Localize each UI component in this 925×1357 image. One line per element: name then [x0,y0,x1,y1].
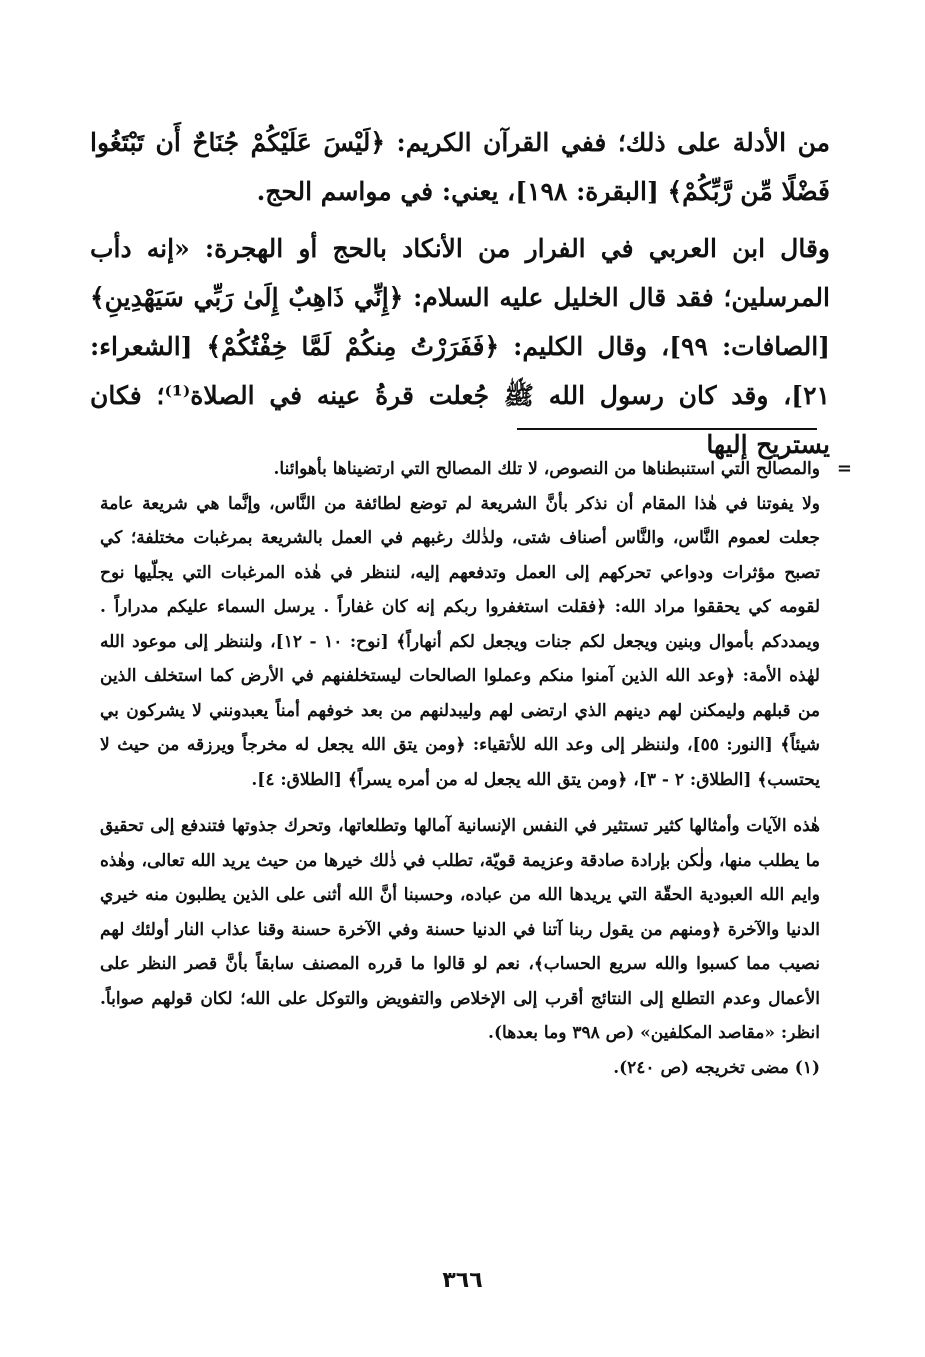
page-number: ٣٦٦ [442,1268,483,1293]
continuation-text: والمصالح التي استنبطناها من النصوص، لا تلك المصالح التي ارتضيناها بأهوائنا. [273,459,820,479]
footnotes [100,452,852,1085]
main-text [90,118,830,469]
main-paragraph-2: وقال ابن العربي في الفرار من الأنكاد بالحج أو الهجرة: «إنه دأب المرسلين؛ فقد قال الخليل عليه السلام: ﴿إِنِّي ذَاهِبٌ إِلَىٰ رَبِّي سَيَهْدِينِ﴾ [الصافات: ٩٩]، وقال الكليم: ﴿فَفَرَرْتُ مِنكُمْ لَمَّا خِفْتُكُمْ﴾ [الشعراء: ٢١]، وقد كان رسول الله ﷺ جُعلت قرةُ عينه في الصلاة⁽¹⁾؛ فكان يستريح إليها [90,234,830,459]
continuation-marker: = [836,458,852,479]
footnote-separator [517,428,817,430]
footnote-paragraph-2: هٰذه الآيات وأمثالها كثير تستثير في النفس الإنسانية آمالها وتطلعاتها، وتحرك جذوتها فتندفع إلى تحقيق ما يطلب منها، ولٰكن بإرادة صادقة وعزيمة قويّة، تطلب في ذٰلك خيرها من حيث يريد الله تعالى، وهٰذه وايم الله العبودية الحقّة التي يريدها الله من عباده، وحسبنا أنَّ الله أثنى على الذين يطلبون منه خيري الدنيا والآخرة ﴿ومنهم من يقول ربنا آتنا في الدنيا حسنة وفي الآخرة حسنة وقنا عذاب النار أولئك لهم نصيب مما كسبوا والله سريع الحساب﴾، نعم لو قالوا ما قرره المصنف سابقاً بأنَّ قصر النظر على الأعمال وعدم التطلع إلى النتائج أقرب إلى الإخلاص والتفويض والتوكل على الله؛ لكان قولهم صواباً. انظر: «مقاصد المكلفين» (ص ٣٩٨ وما بعدها). [100,816,820,1043]
footnote-continuation [100,452,852,487]
main-paragraph-1: من الأدلة على ذلك؛ ففي القرآن الكريم: ﴿لَيْسَ عَلَيْكُمْ جُنَاحٌ أَن تَبْتَغُوا فَضْلًا مِّن رَّبِّكُمْ﴾ [البقرة: ١٩٨]، يعني: في مواسم الحج. [90,128,830,206]
footnote-1: (١) مضى تخريجه (ص ٢٤٠). [613,1057,820,1078]
footnote-paragraph-1: ولا يفوتنا في هٰذا المقام أن نذكر بأنَّ الشريعة لم توضع لطائفة من النَّاس، وإنَّما هي شريعة عامة جعلت لعموم النَّاس، والنَّاس أصناف شتى، ولذٰلك رغبهم في العمل بالشريعة بمرغبات مختلفة؛ كي تصبح مؤثرات ودواعي تحركهم إلى العمل وتدفعهم إليه، لننظر في هٰذه المرغبات التي يجلّيها نوح لقومه كي يحققوا مراد الله: ﴿فقلت استغفروا ربكم إنه كان غفاراً . يرسل السماء عليكم مدراراً . ويمددكم بأموال وبنين ويجعل لكم جنات ويجعل لكم أنهاراً﴾ [نوح: ١٠ - ١٢]، ولننظر إلى موعود الله لهٰذه الأمة: ﴿وعد الله الذين آمنوا منكم وعملوا الصالحات ليستخلفنهم في الأرض كما استخلف الذين من قبلهم وليمكنن لهم دينهم الذي ارتضى لهم وليبدلنهم من بعد خوفهم أمناً يعبدونني لا يشركون بي شيئاً﴾ [النور: ٥٥]، ولننظر إلى وعد الله للأتقياء: ﴿ومن يتق الله يجعل له مخرجاً ويرزقه من حيث لا يحتسب﴾ [الطلاق: ٢ - ٣]، ﴿ومن يتق الله يجعل له من أمره يسراً﴾ [الطلاق: ٤]. [100,493,820,790]
